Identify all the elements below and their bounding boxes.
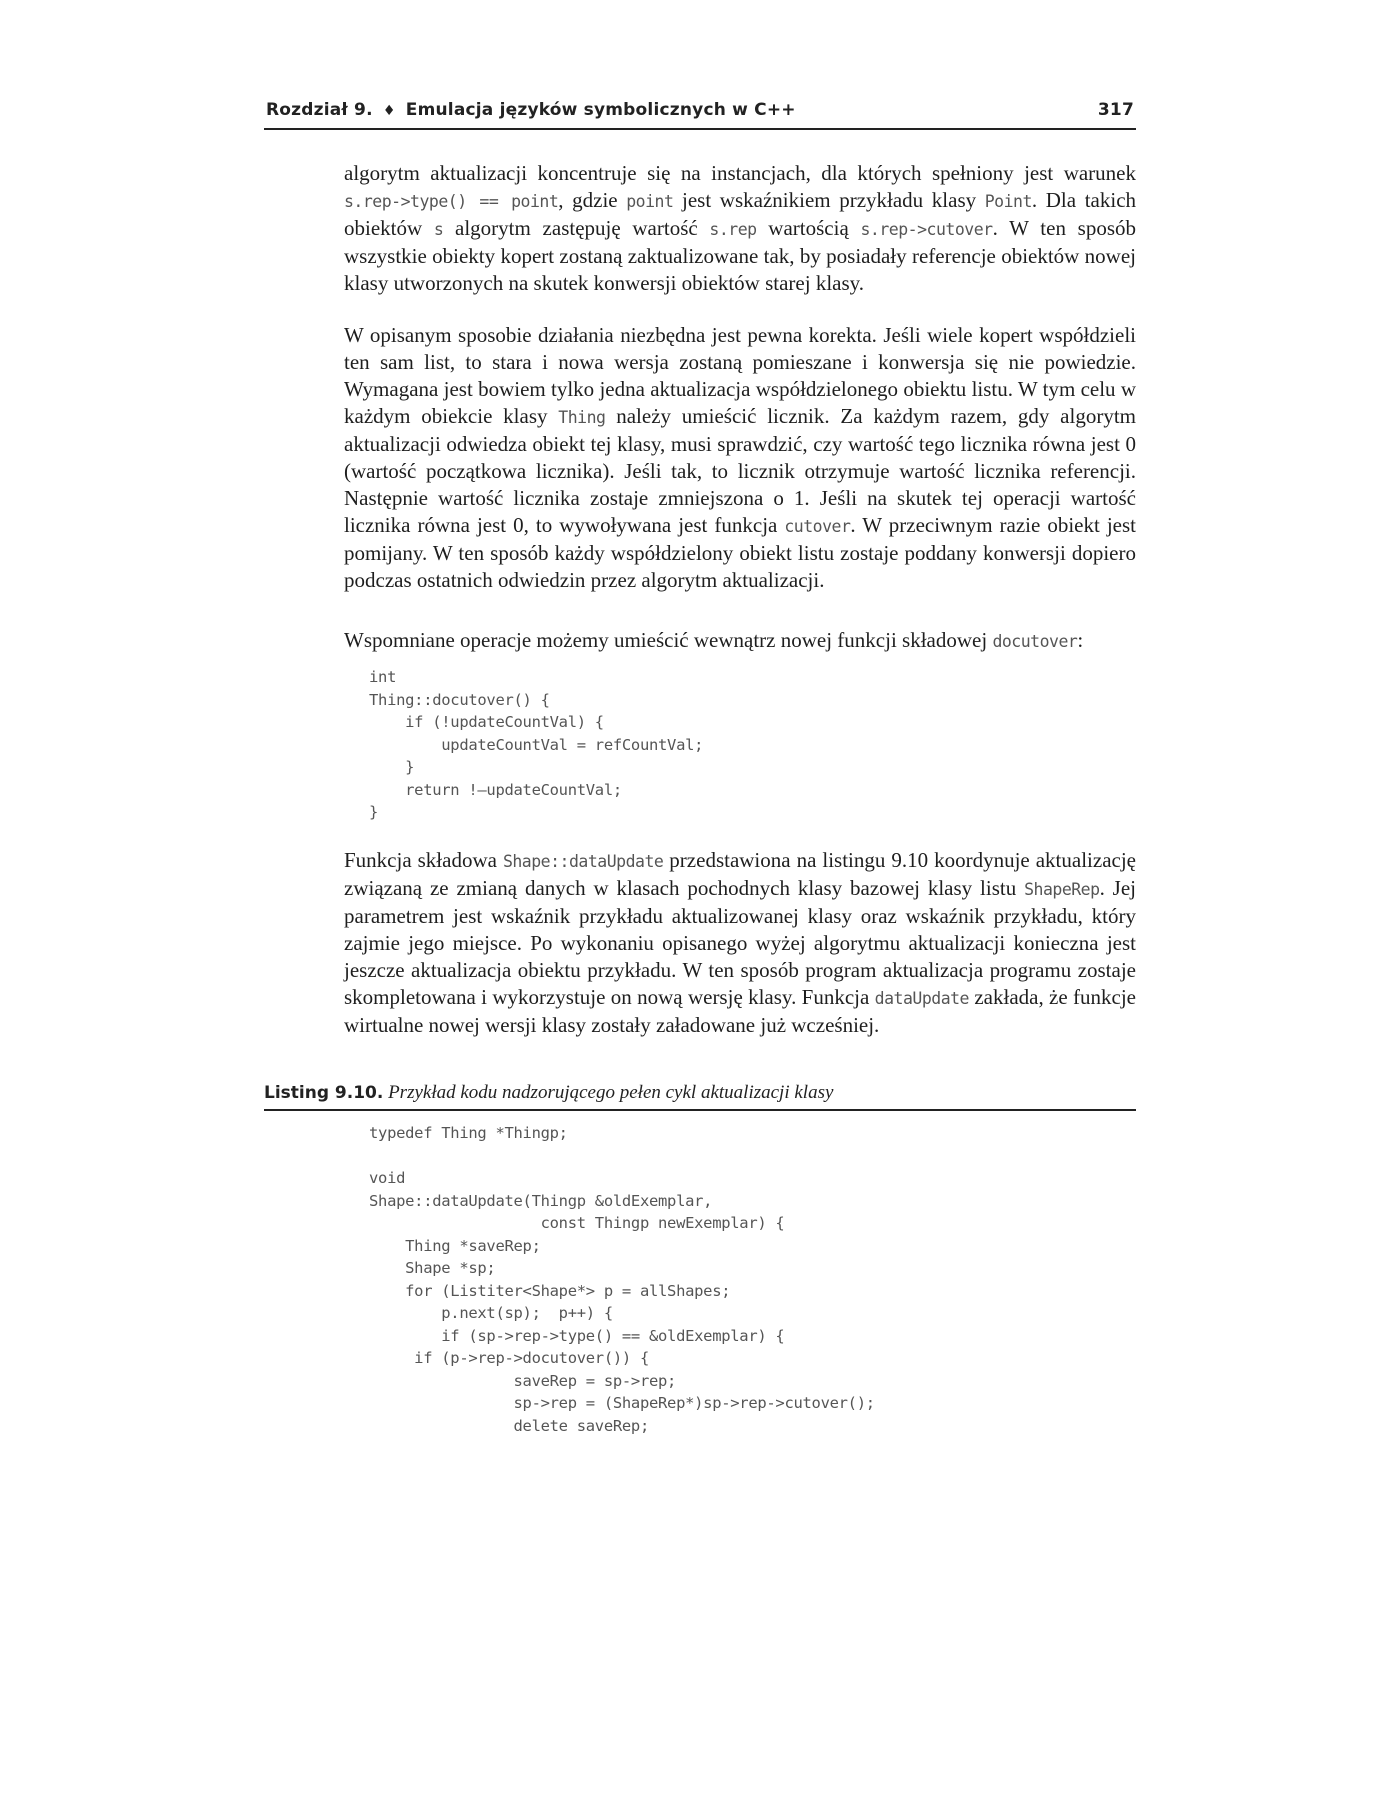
paragraph-text (344, 322, 1136, 594)
chapter-title (266, 100, 796, 120)
listing-label: Listing 9.10. (264, 1083, 384, 1103)
text-run: wartością (756, 216, 861, 240)
inline-code: s.rep (709, 220, 757, 239)
chapter-name: Emulacja języków symbolicznych w C++ (405, 100, 796, 120)
text-run: przedstawiona na listingu 9.10 koordynuje aktualizację związaną ze zmianą danych w klasach pochodnych klasy bazowej klasy listu (344, 848, 1136, 900)
inline-code: s.rep->cutover (860, 220, 993, 239)
inline-code: s (433, 220, 444, 239)
chapter-label: Rozdział 9. (266, 100, 373, 120)
inline-code: dataUpdate (874, 989, 969, 1008)
inline-code: Thing (558, 408, 606, 427)
text-run: . Jej parametrem jest wskaźnik przykładu aktualizowanej klasy oraz wskaźnik przykładu, który zajmie jego miejsce. Po wykonaniu opisanego wyżej algorytmu aktualizacji konieczna jest jeszcze aktualizacja obiektu przykładu. W ten sposób program aktualizacja programu zostaje skompletowana i wykorzystuje on nową wersję klasy. Funkcja (344, 876, 1137, 1009)
inline-code: s.rep->type() == point (344, 192, 559, 211)
text-run: W opisanym sposobie działania niezbędna jest pewna korekta. Jeśli wiele kopert współdzieli ten sam list, to stara i nowa wersja zostaną pomieszane i konwersja się nie powiedzie. Wymagana jest bowiem tylko jedna aktualizacja współdzielonego obiektu listu. W tym celu w każdym obiekcie klasy (344, 323, 1136, 428)
paragraph-text (344, 847, 1136, 1039)
paragraph-1 (344, 160, 1136, 297)
paragraph-text (344, 627, 1136, 655)
paragraph-3 (344, 627, 1136, 655)
inline-code: Shape::dataUpdate (502, 852, 664, 871)
text-run: Wspomniane operacje możemy umieścić wewnątrz nowej funkcji składowej (344, 628, 993, 652)
text-run: . W przeciwnym razie obiekt jest pomijany. W ten sposób każdy współdzielony obiekt listu zostaje poddany konwersji dopiero podczas ostatnich odwiedzin przez algorytm aktualizacji. (344, 513, 1137, 592)
text-run: . W ten sposób wszystkie obiekty kopert zostaną zaktualizowane tak, by posiadały referencje obiektów nowej klasy utworzonych na skutek konwersji obiektów starej klasy. (344, 216, 1137, 295)
paragraph-4 (344, 847, 1136, 1039)
text-run: , gdzie (558, 188, 627, 212)
inline-code: docutover (992, 632, 1078, 651)
text-run: zakłada, że funkcje wirtualne nowej wersji klasy zostały załadowane już wcześniej. (344, 985, 1136, 1037)
text-run: jest wskaźnikiem przykładu klasy (673, 188, 985, 212)
inline-code: ShapeRep (1024, 880, 1100, 899)
text-run: : (1077, 628, 1084, 652)
listing-caption (264, 1082, 1136, 1111)
text-run: . Dla takich obiektów (344, 188, 1137, 240)
page-number: 317 (1097, 100, 1134, 120)
text-run: Funkcja składowa (344, 848, 503, 872)
inline-code: point (626, 192, 674, 211)
diamond-icon: ♦ (382, 103, 396, 119)
code-listing-9-10: typedef Thing *Thingp; void Shape::dataUpdate(Thingp &oldExemplar, const Thingp newExemplar) { Thing *saveRep; Shape *sp; for (Listiter<Shape*> p = allShapes; p.next(sp); p++) { if (sp->rep->type() == &oldExemplar) { if (p->rep->docutover()) { saveRep = sp->rep; sp->rep = (ShapeRep*)sp->rep->cutover(); delete saveRep; (369, 1124, 875, 1435)
inline-code: Point (984, 192, 1032, 211)
text-run: algorytm zastępuję wartość (443, 216, 710, 240)
code-docutover: int Thing::docutover() { if (!updateCountVal) { updateCountVal = refCountVal; } return !—updateCountVal; } (369, 668, 704, 821)
listing-title: Przykład kodu nadzorującego pełen cykl aktualizacji klasy (388, 1082, 834, 1103)
text-run: algorytm aktualizacji koncentruje się na instancjach, dla których spełniony jest warunek (344, 161, 1136, 185)
running-header (264, 98, 1136, 130)
paragraph-2 (344, 322, 1136, 594)
inline-code: cutover (784, 517, 851, 536)
paragraph-text (344, 160, 1136, 297)
text-run: należy umieścić licznik. Za każdym razem, gdy algorytm aktualizacji odwiedza obiekt tej klasy, musi sprawdzić, czy wartość tego licznika równa jest 0 (wartość początkowa licznika). Jeśli tak, to licznik otrzymuje wartość licznika referencji. Następnie wartość licznika zostaje zmniejszona o 1. Jeśli na skutek tej operacji wartość licznika równa jest 0, to wywoływana jest funkcja (344, 404, 1137, 537)
